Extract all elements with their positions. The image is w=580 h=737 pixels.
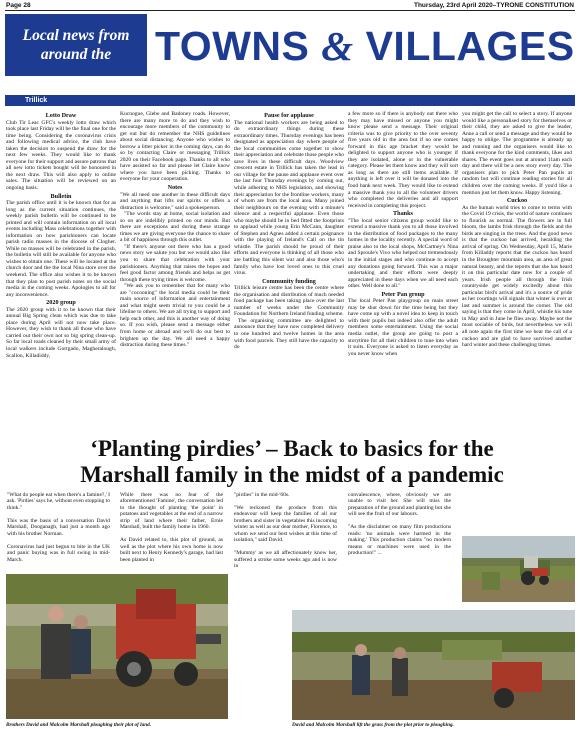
page-masthead <box>0 0 580 10</box>
story-column-1 <box>7 492 110 563</box>
paragraph: Trillick leisure centre has been the centre where the organisation and distribution of much needed food package has been taking place over the last number of weeks under the Community Foundation for Northern Ireland funding scheme. <box>234 285 344 318</box>
heading-lotto-draw: Lotto Draw <box>45 112 77 119</box>
masthead-rule <box>5 10 575 11</box>
heading-pause-for-applause: Pause for applause <box>264 112 314 119</box>
paragraph: "The words stay at home, social isolation and so on are indelibly printed on our minds. But there are exceptions and during these strange times we are giving everyone the chance to share a bit of happiness through this outlet. <box>120 211 230 244</box>
banner-line2: around the <box>40 46 112 63</box>
heading-community-funding: Community funding <box>262 277 316 285</box>
story-headline <box>22 436 562 488</box>
paragraph: "We ask you to remember that for many who are "cocooning" the local media could be their main source of information and entertainment and what might seem trivial to you could be a lifeline to others. We are all trying to support and help each other, and this is another way of doing so. If you wish, please send a message either from home or abroad and we'll do our best to brighten up the day. We all need a happy distraction during these times." <box>120 283 230 349</box>
section-banner <box>5 14 575 76</box>
story-text: While there was no fear of the aforementioned 'Famine', the conversation led to the thought of planting 'the point' in potatoes and vegetables at the end of a narrow strip of land where their father, Ernie Marshall, built the family home in 1960. As David related to, this plot of ground, as well as the plot where his own home is now built next to Henry Kennedy's garage, had last been planted in <box>120 492 223 563</box>
photo-tractor-field <box>462 536 575 602</box>
section-name-bar <box>5 95 575 106</box>
paragraph: "The local senior citizens group would like to extend a massive thank you to all those involved in the distribution of food packages to the many homes in the locality recently. A special word of praise also to the local shops, McCartney's Nina and Sproule's Vivo who helped out tremendously in the initial stages and who continue to accept any donations going forward. This was a major undertaking and their efforts were deeply appreciated in these days when we all need each other. Well done to all." <box>348 217 458 290</box>
paragraph: The local Peter Pan playgroup on main street may be shut down for the time being but they have come up with a novel idea to keep in touch with their pupils but indeed also offer the adult members some entertainment. Using the social media outlet, the group are going to post a storytime for all their children to tune into when it suits. Everyone is asked to listen everyday as you never know when <box>348 298 458 357</box>
column-1 <box>6 111 116 359</box>
photo-lifting-grass <box>292 610 575 720</box>
column-4 <box>348 111 458 357</box>
paragraph: The parish office until it is be known that for as long as the current situation continues, the weekly parish bulletin will be continued to be printed and will contain information on all local events including Mass celebrations together with information on how parishioners can locate parish radio masses in the diocese of Clogher. While no masses will be celebrated in the parish, the bulletin will still be available for anyone who wishes to obtain one. These will be located at the church door and the the local Nina store over the weekend. The office also wishes it to be known that they plan to post parish notes on the social media in the coming weeks. Apologies to all for any inconvenience. <box>6 200 116 298</box>
heading-notes: Notes <box>167 184 183 192</box>
paragraph: Club Tir Leac GFC's weekly lotto draw which took place last Friday will be the final one for the time being. Considering the coronavirus crisis and following medical advice, the club have taken the decision to suspend the draw for the next few weeks. They would like to thank everyone for their support and assure patrons that all new lotto tickets bought will be honoured in the next draw. This will also apply to online sales. The situation will be reviewed on an ongoing basis. <box>6 119 116 191</box>
story-text: "pirdies" in the mid-'60s. "We reckoned the produce from this endeavour will keep the families of all our brothers and sister in vegetables this incoming winter as well as our dear mother, Florence, to whom we send our best wishes at this time of isolation," said David. "Mummy' as we all affectionately know her, suffered a stroke some weeks ago and is now in <box>234 492 337 569</box>
paragraph: The 2020 group with it to be known that their annual Big Spring clean which was due to take place during April will not now take place. However, they wish to thank all those who have carried out their own not so big spring clean-up. So far local roads cleaned by their small army of local walkers include Gortgado, Magheralough, Scallon, Killadiddy, <box>6 306 116 359</box>
issue-date-paper: Thursday, 23rd April 2020–TYRONE CONSTITUTION <box>413 2 574 9</box>
column-5 <box>462 111 572 349</box>
headline-line2: Marshall family in the midst of a pandemic <box>80 462 504 487</box>
heading-peter-pan-group: Peter Pan group <box>381 290 425 298</box>
banner-title-amp: & <box>321 23 354 69</box>
page-number: Page 28 <box>6 2 31 9</box>
heading-thanks: Thanks <box>393 210 413 218</box>
tractor-field-image <box>462 536 575 602</box>
section-name: Trillick <box>25 97 48 104</box>
lifting-grass-image <box>292 610 575 720</box>
column-2 <box>120 111 230 349</box>
headline-line1: ‘Planting pirdies’ – Back to basics for the <box>90 436 494 461</box>
caption-brothers-ploughing: Brothers David and Malcolm Marshall ploughing their plot of land. <box>6 722 151 728</box>
photo-brothers-ploughing <box>6 574 228 719</box>
brothers-ploughing-image <box>6 574 228 719</box>
column-3 <box>234 111 344 351</box>
caption-lifting-grass: David and Malcolm Marshall lift the grass from the plot prior to ploughing. <box>292 722 454 728</box>
heading-cuckoo: Cuckoo <box>506 197 528 205</box>
paragraph: "If there's anyone out there who has a good news story we salute you but we would also like you to share that celebration with your parishioners. Anything that raises the hopes and feel good factor among friends and helps us get through these trying times is welcome. <box>120 243 230 283</box>
banner-title <box>155 22 575 72</box>
heading-bulletin: Bulletin <box>50 192 72 200</box>
banner-tagline-box <box>5 14 147 76</box>
paragraph: Kucnogue, Glebe and Badoney roads. However, there are many more to do and they wish to encourage more members of the community to get out but do remember the NHS guidelines about social distancing. Anyone who wishes to borrow a litter picker in the coming days, can do so by contacting Claire or messaging Trillick 2020 on their Facebook page. Thanks to all who have assisted so far and please let Claire know where you have been picking. Thanks to everyone for your cooperation. <box>120 111 230 183</box>
paragraph: you might get the call to select a story. If anyone would like a personalised story for themselves or their child, they are asked to give the leader, Anne a call or send a message and they would be happy to oblige. The programme is already up and running and the organisers would like to thank everyone for the kind comments, likes and shares. The event goes out at around 11am each day and there will be a new story every day. The organisers plan to pick Peter Pan pupils at random but will continue reading stories for all children over the coming weeks. If you'd like a mention just let them know. Happy listening. <box>462 111 572 196</box>
paragraph: a few more so if there is anybody out there who they may have missed or anyone you might know please send a message. Their original criteria was to give priority to the over seventy five years old in the area but if no one comes forward in this age bracket they would be delighted to support anyone who is younger if they are isolated, alone or in the vulnerable category. Please let them know and they will sort as long as there are still items available. If anything is left over it will be donated into the food bank next week. They would like to extend a massive thank you to all the volunteer drivers who completed the deliveries and all support received in completing this project. <box>348 111 458 209</box>
banner-title-villages: VILLAGES <box>365 23 575 69</box>
banner-line1: Local news from <box>22 27 130 44</box>
story-text: convalescence, where, obviously we are unable to visit her. She will miss the preparation of the ground and planting but she will see the fruit of our labours. "As the disclaimer on many film productions reads: 'no animals were harmed in the making.' This production claims "no modern means or machines were used in the production!" ... <box>348 492 451 557</box>
paragraph: The organising committee are delighted to announce that they have now completed delivery to one hundred and twelve homes in the area with food parcels. They still have the capacity to do <box>234 317 344 351</box>
banner-title-towns: TOWNS <box>155 23 310 69</box>
paragraph: The national health workers are being asked to do extraordinary things during these extraordinary times. Thursday evenings has been designated as appreciation day where people of the local communities come together to show their appreciation and celebrate those people who save lives in these difficult days. Woodview crescent estate in Trillick has taken the lead in our village for the pause and applause event over the last four Thursday evenings by coming out, while adhering to NHS legislation, and showing their appreciation for the frontline workers, many of whom are from the local area. Many joined their neighbours on the evening with a minute's silence and a respectful applause. Even those who maybe should be in bed fitted the footprints to applaud while young Erin McCann, daughter of Stephen and Agnes added a certain poignance with the playing of Ireland's Call on the tin whistle. The parish should be proud of their efforts and everyone is thinking of all those who are battling this silent war and also those who's family who have lost loved ones to this cruel virus. <box>234 119 344 277</box>
story-column-3 <box>234 492 337 569</box>
paragraph: As the human world tries to come to terms with the Covid 19 crisis, the world of nature continues to flourish as normal. The flowers are in full bloom, the lambs frisk through the fields and the birds are singing in the trees. And the good news is that the cuckoo has arrived, heralding the arrival of spring. On Wednesday, April 15, Marie from Killaddy reports that the cuckoo has heard in the Broughter mountain area, an area of great natural beauty, and the reports that she has heard it on this particular date now for a couple of years. Irish people all through the Irish countryside get widely excitedly about this particular bird's arrival and it's a source of pride as her courtings will signals that winter is over at last and summer is around the corner. The old saying is that they come in April, whistle his tune in May and in June he flies away. Maybe not the most sociable of birds, but nevertheless we will all note again the first time we hear the call of a cuckoo and are glad to have survived another hard winter and these challenging times. <box>462 204 572 349</box>
heading-2020-group: 2020 group <box>46 299 76 307</box>
story-column-4 <box>348 492 451 557</box>
story-column-2 <box>120 492 223 563</box>
story-text: "What do people eat when there's a famine?,' I ask. 'Pirdies' says he, without even stopping to think." This was the basis of a conversation David Marshall, Dooganagh, had just a month ago with his brother Norman. Coronavirus had just begun to bite in the UK and panic buying was in full swing in mid-March. <box>7 492 110 563</box>
paragraph: "We all need one another in these difficult days and anything that lifts our spirits or offers a distraction is welcome," said a spokesperson. <box>120 191 230 211</box>
